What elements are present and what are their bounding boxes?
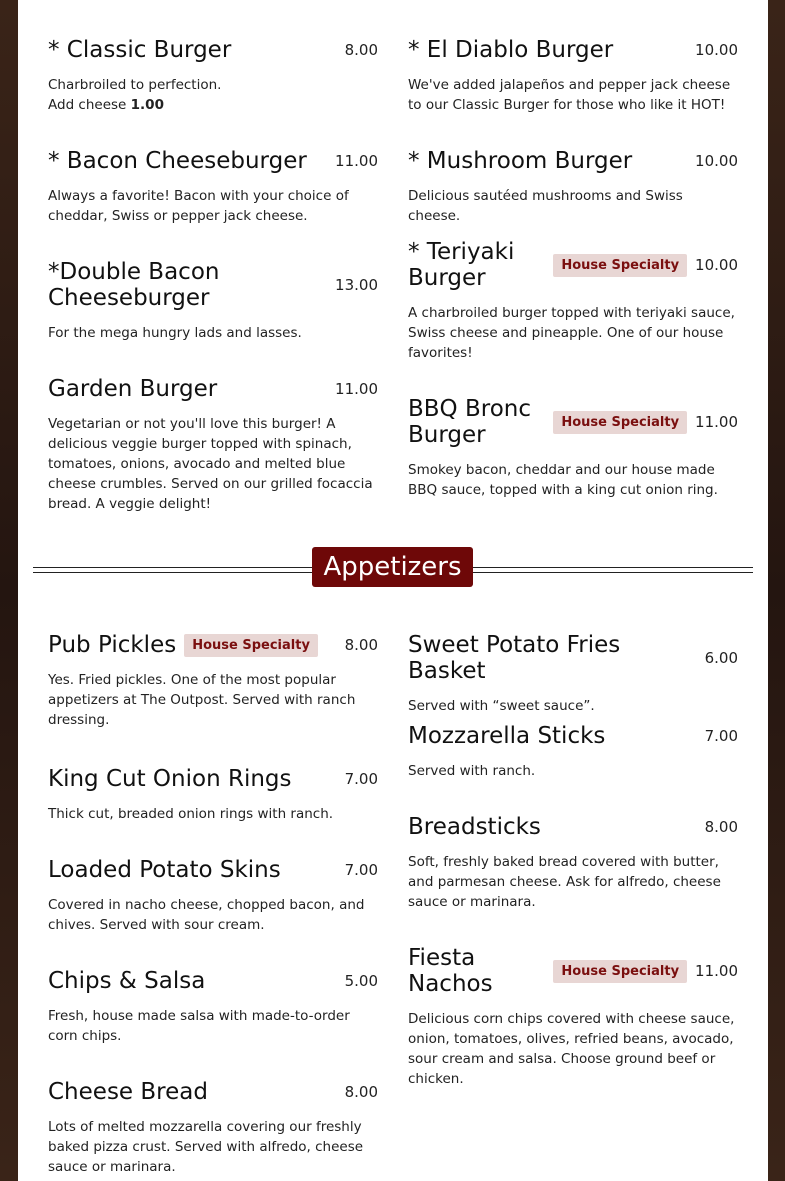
item-description: For the mega hungry lads and lasses. xyxy=(48,325,302,341)
item-name: Mozzarella Sticks xyxy=(408,723,606,749)
menu-item-loaded-potato-skins xyxy=(48,857,378,935)
item-description: Always a favorite! Bacon with your choice of cheddar, Swiss or pepper jack cheese. xyxy=(48,188,349,224)
item-price: 10.00 xyxy=(695,41,738,59)
section-title-appetizers: Appetizers xyxy=(312,547,473,587)
item-name: * Teriyaki Burger xyxy=(408,239,515,291)
item-name: Breadsticks xyxy=(408,814,541,840)
item-name: Cheese Bread xyxy=(48,1079,208,1105)
item-name: * El Diablo Burger xyxy=(408,37,614,63)
menu-item-teriyaki-burger xyxy=(408,239,738,363)
item-price: 10.00 xyxy=(695,152,738,170)
item-name: * Classic Burger xyxy=(48,37,232,63)
menu-item-king-cut-onion-rings xyxy=(48,766,378,824)
menu-item-classic-burger xyxy=(48,37,378,115)
menu-item-cheese-bread xyxy=(48,1079,378,1177)
house-specialty-badge: House Specialty xyxy=(553,411,687,434)
menu-item-el-diablo-burger xyxy=(408,37,738,115)
item-description: Lots of melted mozzarella covering our freshly baked pizza crust. Served with alfredo, cheese sauce or marinara. xyxy=(48,1119,364,1175)
item-description: A charbroiled burger topped with teriyaki sauce, Swiss cheese and pineapple. One of our house favorites! xyxy=(408,305,735,361)
house-specialty-badge: House Specialty xyxy=(184,634,318,657)
item-name: * Mushroom Burger xyxy=(408,148,633,174)
menu-item-bacon-cheeseburger xyxy=(48,148,378,226)
item-price: 11.00 xyxy=(695,413,738,431)
menu-page xyxy=(18,0,768,1181)
item-price: 7.00 xyxy=(704,727,738,745)
menu-item-double-bacon-cheeseburger xyxy=(48,259,378,343)
item-name: Loaded Potato Skins xyxy=(48,857,281,883)
item-name: *Double Bacon Cheeseburger xyxy=(48,259,220,311)
item-price: 5.00 xyxy=(344,972,378,990)
item-price: 11.00 xyxy=(335,380,378,398)
item-name: BBQ Bronc Burger xyxy=(408,396,531,448)
menu-item-mozzarella-sticks xyxy=(408,723,738,781)
item-description: Soft, freshly baked bread covered with butter, and parmesan cheese. Ask for alfredo, cheese sauce or marinara. xyxy=(408,854,721,910)
item-name: Fiesta Nachos xyxy=(408,945,493,997)
menu-item-sweet-potato-fries xyxy=(408,632,738,716)
menu-item-fiesta-nachos xyxy=(408,945,738,1089)
extra-price: 1.00 xyxy=(130,97,164,113)
item-name: Chips & Salsa xyxy=(48,968,206,994)
menu-item-breadsticks xyxy=(408,814,738,912)
item-price: 7.00 xyxy=(344,861,378,879)
menu-item-mushroom-burger xyxy=(408,148,738,226)
item-price: 13.00 xyxy=(335,276,378,294)
house-specialty-badge: House Specialty xyxy=(553,254,687,277)
item-description: Covered in nacho cheese, chopped bacon, and chives. Served with sour cream. xyxy=(48,897,365,933)
background-wood-right xyxy=(768,0,785,1181)
item-price: 8.00 xyxy=(704,818,738,836)
item-price: 8.00 xyxy=(344,1083,378,1101)
item-name: * Bacon Cheeseburger xyxy=(48,148,307,174)
item-description: Vegetarian or not you'll love this burger! A delicious veggie burger topped with spinach, tomatoes, onions, avocado and melted blue cheese crumbles. Served on our grilled focaccia bread. A veggie delight! xyxy=(48,416,373,512)
item-description: Delicious corn chips covered with cheese sauce, onion, tomatoes, olives, refried beans, avocado, sour cream and salsa. Choose ground beef or chicken. xyxy=(408,1011,735,1087)
item-name: King Cut Onion Rings xyxy=(48,766,292,792)
item-description: Served with ranch. xyxy=(408,763,536,779)
item-description: We've added jalapeños and pepper jack cheese to our Classic Burger for those who like it HOT! xyxy=(408,77,731,113)
item-price: 8.00 xyxy=(344,636,378,654)
item-price: 7.00 xyxy=(344,770,378,788)
house-specialty-badge: House Specialty xyxy=(553,960,687,983)
item-name: Garden Burger xyxy=(48,376,218,402)
item-description: Charbroiled to perfection. Add cheese 1.00 xyxy=(48,77,222,113)
background-wood-left xyxy=(0,0,18,1181)
item-price: 11.00 xyxy=(335,152,378,170)
item-price: 6.00 xyxy=(704,649,738,667)
menu-item-bbq-bronc-burger xyxy=(408,396,738,500)
item-price: 8.00 xyxy=(344,41,378,59)
item-description: Fresh, house made salsa with made-to-order corn chips. xyxy=(48,1008,350,1044)
item-description: Thick cut, breaded onion rings with ranch. xyxy=(48,806,334,822)
item-price: 11.00 xyxy=(695,962,738,980)
item-price: 10.00 xyxy=(695,256,738,274)
menu-item-garden-burger xyxy=(48,376,378,514)
extra-label: Add cheese xyxy=(48,97,127,113)
item-description: Served with “sweet sauce”. xyxy=(408,698,595,714)
item-name: Pub Pickles xyxy=(48,632,177,658)
menu-item-chips-salsa xyxy=(48,968,378,1046)
menu-item-pub-pickles xyxy=(48,632,378,730)
item-description: Yes. Fried pickles. One of the most popular appetizers at The Outpost. Served with ranch dressing. xyxy=(48,672,356,728)
item-description: Delicious sautéed mushrooms and Swiss cheese. xyxy=(408,188,683,224)
item-name: Sweet Potato Fries Basket xyxy=(408,632,621,684)
item-description: Smokey bacon, cheddar and our house made BBQ sauce, topped with a king cut onion ring. xyxy=(408,462,718,498)
